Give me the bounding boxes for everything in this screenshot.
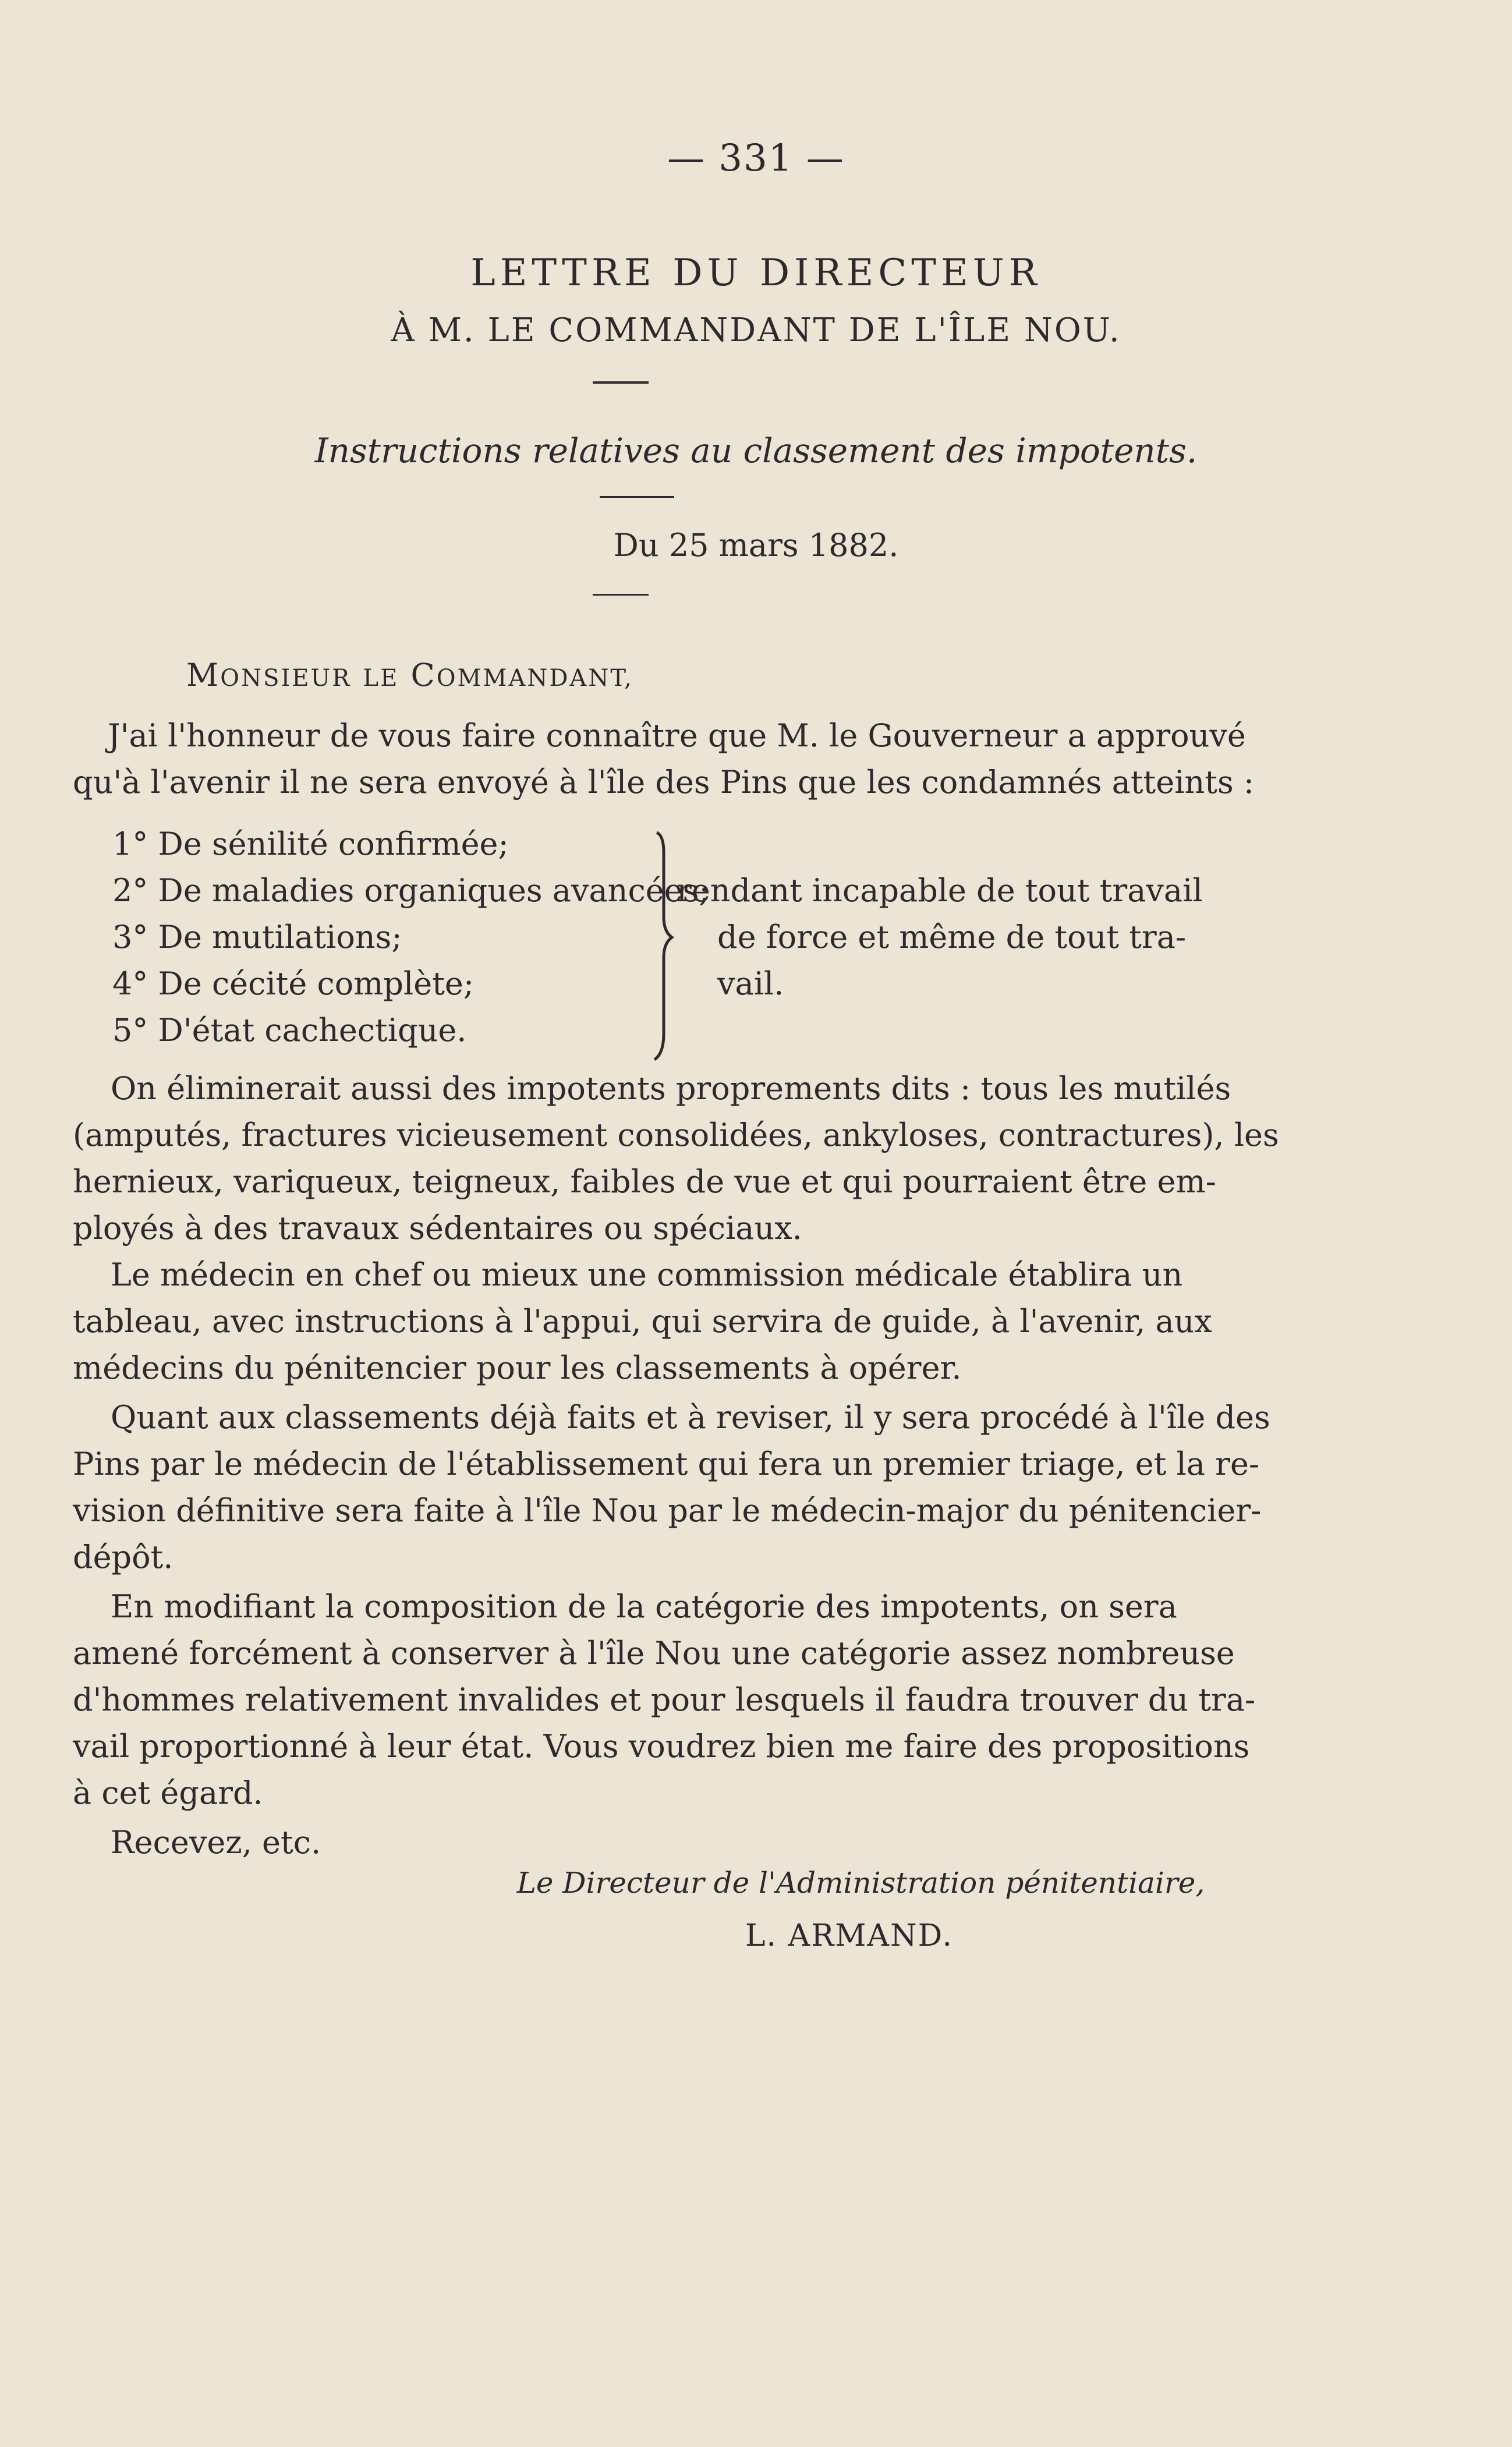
- text-line: médecins du pénitencier pour les classements à opérer.: [73, 1350, 962, 1386]
- text-line: amené forcément à conserver à l'île Nou une catégorie assez nombreuse: [73, 1635, 1235, 1672]
- subtitle-rule: [600, 496, 674, 498]
- text-line: tableau, avec instructions à l'appui, qui servira de guide, à l'avenir, aux: [73, 1303, 1212, 1340]
- paragraph: [73, 1252, 1212, 1391]
- text-line: d'hommes relativement invalides et pour lesquels il faudra trouver du tra-: [73, 1681, 1256, 1718]
- paragraph: [73, 1584, 1256, 1816]
- text-line: On éliminerait aussi des impotents proprements dits : tous les mutilés: [111, 1070, 1231, 1107]
- text-line: qu'à l'avenir il ne sera envoyé à l'île des Pins que les condamnés atteints :: [73, 764, 1255, 801]
- closing: [111, 1819, 576, 1866]
- salutation-m-rest: ONSIEUR: [220, 665, 352, 692]
- salutation-c-rest: OMMANDANT,: [436, 665, 633, 692]
- paragraph: [73, 1065, 1279, 1252]
- date-rule: [593, 594, 649, 596]
- text-line: (amputés, fractures vicieusement consolidées, ankyloses, contractures), les: [73, 1117, 1279, 1153]
- brace-text: vail.: [717, 965, 784, 1002]
- text-line: Pins par le médecin de l'établissement qui fera un premier triage, et la re-: [73, 1446, 1260, 1482]
- salutation-c-initial: C: [410, 657, 437, 693]
- text-line: vail proportionné à leur état. Vous voudrez bien me faire des propositions: [73, 1728, 1250, 1765]
- text-line: à cet égard.: [73, 1775, 263, 1811]
- page-number: — 331 —: [667, 137, 845, 180]
- salutation-m-initial: M: [186, 657, 221, 693]
- text-line: hernieux, variqueux, teigneux, faibles de vue et qui pourraient être em-: [73, 1163, 1216, 1200]
- brace-text: de force et même de tout tra-: [717, 919, 1187, 955]
- text-line: J'ai l'honneur de vous faire connaître que M. le Gouverneur a approuvé: [108, 717, 1246, 754]
- signature-name: L. ARMAND.: [745, 1918, 953, 1953]
- letter-subject: Instructions relatives au classement des impotents.: [314, 431, 1198, 470]
- paragraph: [73, 1394, 1270, 1581]
- signature-title: Le Directeur de l'Administration pénitentiaire,: [516, 1866, 1205, 1900]
- text-line: Le médecin en chef ou mieux une commission médicale établira un: [111, 1256, 1183, 1293]
- intro-paragraph: [73, 713, 1255, 806]
- text-line: Recevez, etc.: [111, 1824, 321, 1861]
- brace: [651, 830, 674, 1063]
- text-line: dépôt.: [73, 1539, 173, 1575]
- salutation-le: LE: [363, 665, 399, 692]
- salutation: [186, 657, 633, 693]
- letter-date: Du 25 mars 1882.: [613, 527, 899, 564]
- letter-recipient: À M. LE COMMANDANT DE L'ÎLE NOU.: [391, 311, 1121, 349]
- list-item: 1° De sénilité confirmée;: [112, 826, 509, 862]
- text-line: Quant aux classements déjà faits et à reviser, il y sera procédé à l'île des: [111, 1399, 1270, 1436]
- text-line: En modifiant la composition de la catégorie des impotents, on sera: [111, 1588, 1177, 1625]
- text-line: vision définitive sera faite à l'île Nou par le médecin-major du pénitencier-: [73, 1492, 1262, 1529]
- list-item: 3° De mutilations;: [112, 919, 402, 955]
- brace-text: rendant incapable de tout travail: [677, 872, 1203, 909]
- letter-title: LETTRE DU DIRECTEUR: [470, 252, 1042, 295]
- list-item: 4° De cécité complète;: [112, 965, 475, 1002]
- list-item: 2° De maladies organiques avancées;: [112, 872, 710, 909]
- title-rule: [593, 381, 649, 384]
- text-line: ployés à des travaux sédentaires ou spéciaux.: [73, 1210, 802, 1246]
- list-item: 5° D'état cachectique.: [112, 1012, 467, 1049]
